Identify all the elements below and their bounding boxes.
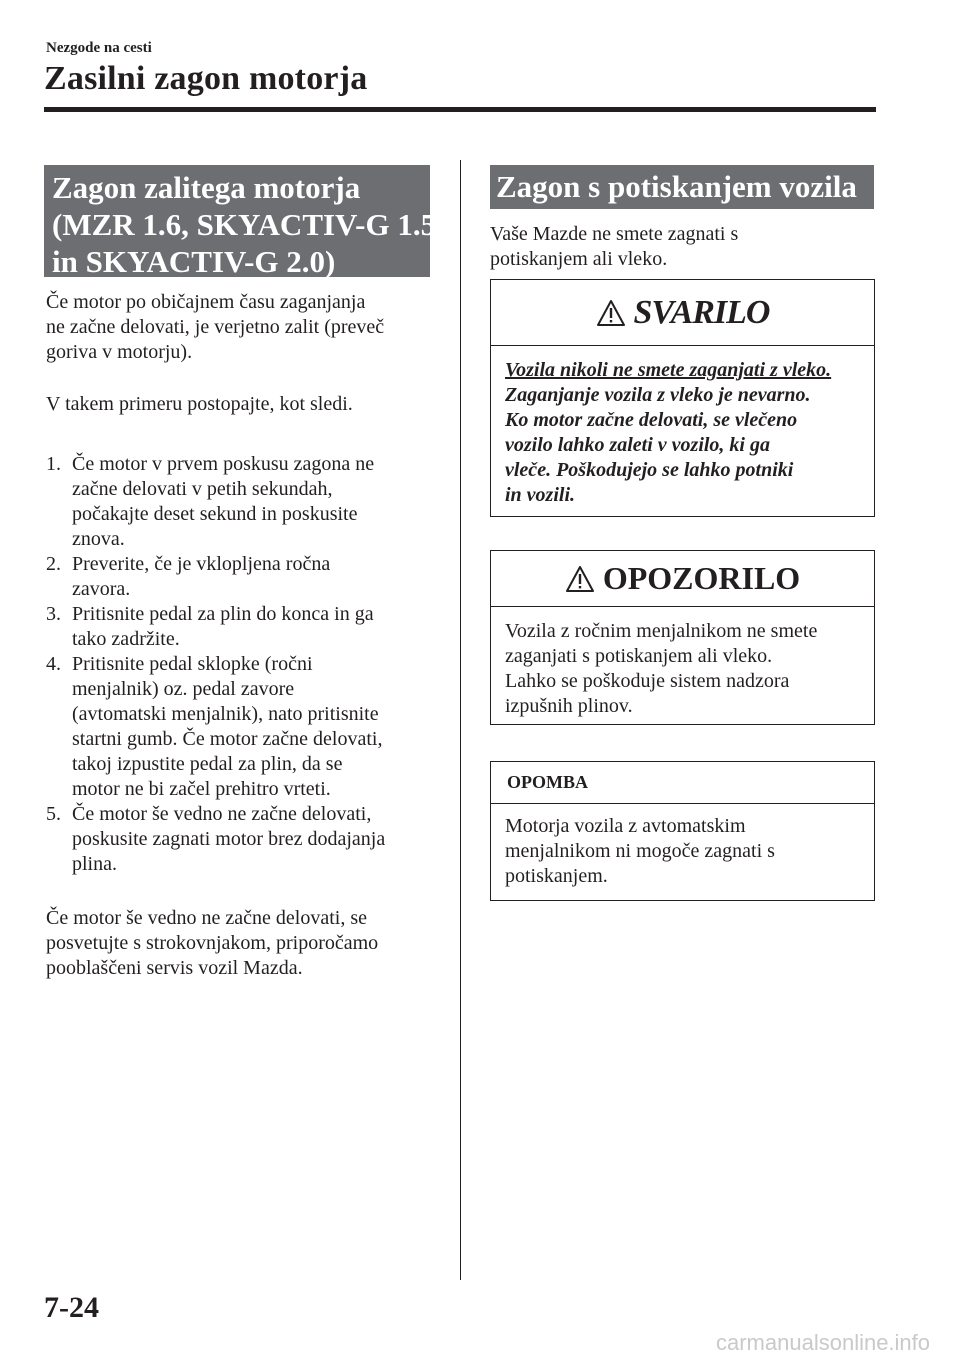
text-line: (avtomatski menjalnik), nato pritisnite <box>72 703 379 725</box>
step-text <box>72 652 382 802</box>
svarilo-body <box>491 346 874 508</box>
step-list <box>46 452 446 877</box>
opozorilo-header <box>491 551 874 607</box>
text-line: Motorja vozila z avtomatskim <box>505 815 746 837</box>
text-line: menjalnikom ni mogoče zagnati s <box>505 840 775 862</box>
text-line: Vozila nikoli ne smete zaganjati z vleko. <box>505 359 832 381</box>
text-line: tako zadržite. <box>72 628 180 650</box>
text-line: Če motor še vedno ne začne delovati, se <box>46 907 367 929</box>
column-divider <box>460 160 461 1280</box>
svarilo-header <box>491 280 874 346</box>
push-start-intro <box>490 222 890 272</box>
text-line: potiskanjem. <box>505 865 608 887</box>
breadcrumb: Nezgode na cesti <box>46 40 152 56</box>
text-line: startni gumb. Če motor začne delovati, <box>72 728 383 750</box>
text-line: Če motor v prvem poskusu zagona ne <box>72 453 375 475</box>
list-item <box>46 652 446 802</box>
watermark: carmanualsonline.info <box>716 1330 931 1355</box>
text-line: pooblaščeni servis vozil Mazda. <box>46 957 303 979</box>
step-number: 1. <box>46 453 61 475</box>
text-line: zavora. <box>72 578 131 600</box>
list-item <box>46 802 446 877</box>
lead-paragraph <box>46 392 446 417</box>
opozorilo-body <box>491 607 874 719</box>
text-line: potiskanjem ali vleko. <box>490 248 668 270</box>
title-rule <box>44 107 876 112</box>
opomba-body <box>491 804 874 889</box>
svarilo-title: SVARILO <box>633 293 770 331</box>
text-line: vozilo lahko zaleti v vozilo, ki ga <box>505 434 770 456</box>
text-line: Preverite, če je vklopljena ročna <box>72 553 331 575</box>
opomba-header <box>491 762 874 804</box>
text-line: Lahko se poškoduje sistem nadzora <box>505 670 790 692</box>
heading-line: Zagon zalitega motorja <box>52 170 361 205</box>
text-line: V takem primeru postopajte, kot sledi. <box>46 393 353 415</box>
list-item <box>46 552 446 602</box>
text-line: motor ne bi začel prehitro vrteti. <box>72 778 331 800</box>
opozorilo-box <box>490 550 875 725</box>
step-text <box>72 602 374 652</box>
text-line: Vaše Mazde ne smete zagnati s <box>490 223 739 245</box>
text-line: in vozili. <box>505 484 576 506</box>
list-item <box>46 452 446 552</box>
text-line: Vozila z ročnim menjalnikom ne smete <box>505 620 818 642</box>
text-line: Pritisnite pedal sklopke (ročni <box>72 653 313 675</box>
heading-line: in SKYACTIV-G 2.0) <box>52 244 336 279</box>
opomba-title: OPOMBA <box>507 772 588 792</box>
list-item <box>46 602 446 652</box>
opomba-box <box>490 761 875 901</box>
step-number: 4. <box>46 653 61 675</box>
text-line: Ko motor začne delovati, se vlečeno <box>505 409 798 431</box>
step-number: 5. <box>46 803 61 825</box>
text-line: plina. <box>72 853 117 875</box>
step-text <box>72 802 385 877</box>
closing-paragraph <box>46 906 446 981</box>
text-line: vleče. Poškodujejo se lahko potniki <box>505 459 794 481</box>
text-line: Če motor še vedno ne začne delovati, <box>72 803 372 825</box>
text-line: Zaganjanje vozila z vleko je nevarno. <box>505 384 811 406</box>
heading-line: (MZR 1.6, SKYACTIV-G 1.5 <box>52 207 437 242</box>
section-heading-flooded-engine <box>44 165 437 279</box>
text-line: Če motor po običajnem času zaganjanja <box>46 291 366 313</box>
text-line: menjalnik) oz. pedal zavore <box>72 678 295 700</box>
text-line: ne začne delovati, je verjetno zalit (preveč <box>46 316 385 338</box>
step-text <box>72 552 330 602</box>
text-line: takoj izpustite pedal za plin, da se <box>72 753 343 775</box>
text-line: poskusite zagnati motor brez dodajanja <box>72 828 386 850</box>
step-text <box>72 452 374 552</box>
page-title: Zasilni zagon motorja <box>44 60 368 97</box>
warning-triangle-icon <box>565 565 595 593</box>
text-line: goriva v motorju). <box>46 341 193 363</box>
step-number: 3. <box>46 603 61 625</box>
text-line: posvetujte s strokovnjakom, priporočamo <box>46 932 379 954</box>
text-line: znova. <box>72 528 125 550</box>
text-line: Pritisnite pedal za plin do konca in ga <box>72 603 374 625</box>
section-heading-push-start: Zagon s potiskanjem vozila <box>490 165 874 209</box>
intro-paragraph <box>46 290 446 365</box>
text-line: zaganjati s potiskanjem ali vleko. <box>505 645 773 667</box>
opozorilo-title: OPOZORILO <box>602 560 801 596</box>
warning-triangle-icon <box>596 299 626 327</box>
text-line: izpušnih plinov. <box>505 695 633 717</box>
step-number: 2. <box>46 553 61 575</box>
text-line: počakajte deset sekund in poskusite <box>72 503 358 525</box>
svarilo-box <box>490 279 875 517</box>
text-line: začne delovati v petih sekundah, <box>72 478 333 500</box>
page-number: 7-24 <box>44 1291 99 1324</box>
